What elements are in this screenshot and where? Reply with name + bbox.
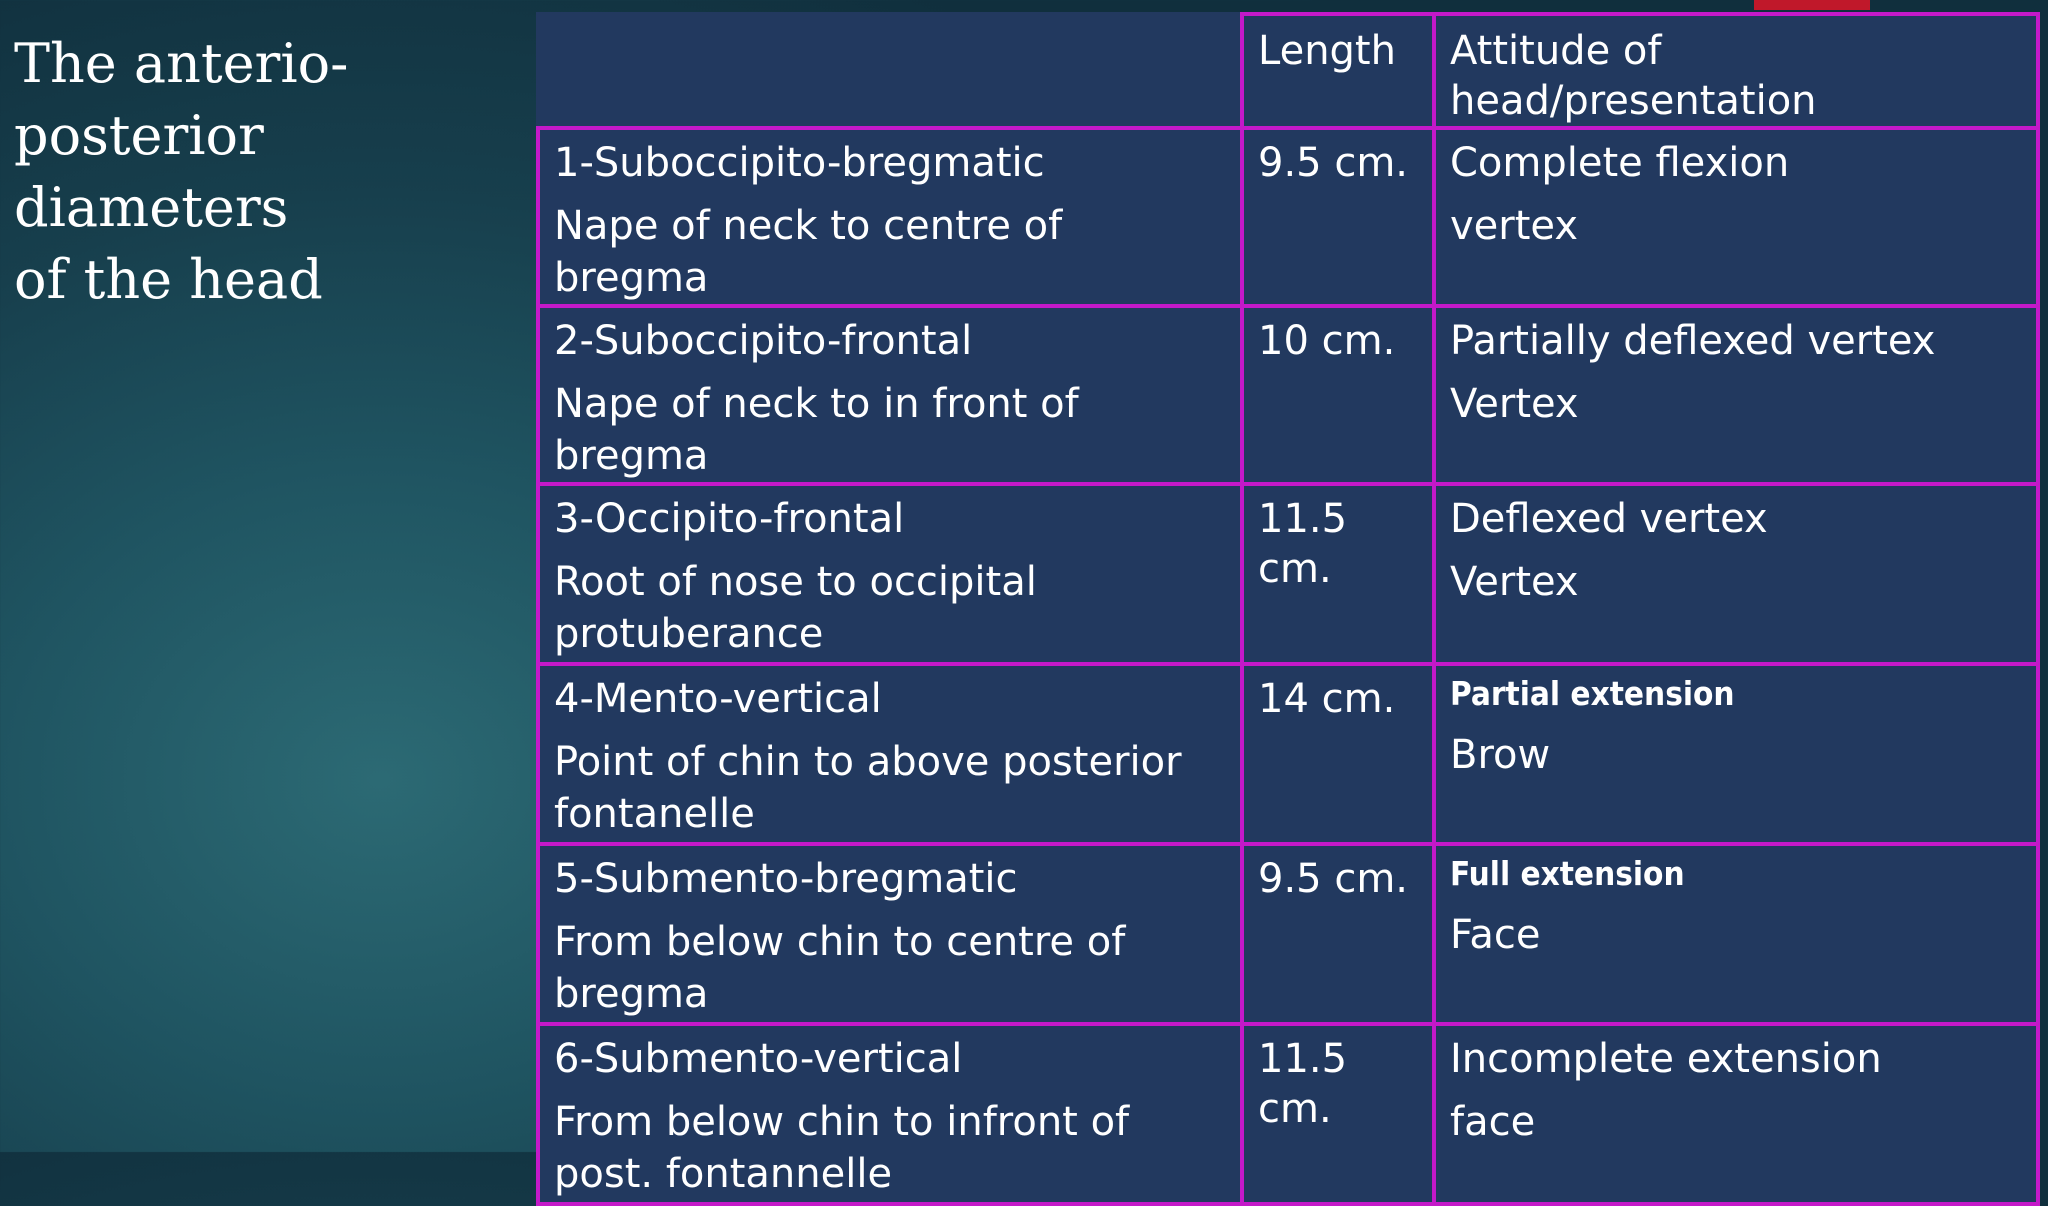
header-diameter	[538, 14, 1242, 128]
presentation-text: Vertex	[1450, 559, 1579, 605]
attitude-cell	[1434, 484, 2038, 664]
diameter-cell	[538, 664, 1242, 844]
diameters-table	[536, 12, 2040, 1206]
diameter-name: 5-Submento-bregmatic	[554, 856, 1018, 902]
diameter-description: Nape of neck to in front of bregma	[554, 381, 1079, 479]
diameter-name: 3-Occipito-frontal	[554, 496, 905, 542]
diameter-cell	[538, 306, 1242, 484]
table-row	[538, 128, 2038, 306]
diameter-name: 2-Suboccipito-frontal	[554, 318, 973, 364]
header-attitude: Attitude of head/presentation	[1434, 14, 2038, 128]
attitude-cell	[1434, 664, 2038, 844]
table-row	[538, 484, 2038, 664]
presentation-text: Face	[1450, 912, 1541, 958]
diameter-description: Point of chin to above posterior fontanelle	[554, 739, 1182, 837]
header-length: Length	[1242, 14, 1434, 128]
table-row	[538, 1024, 2038, 1204]
diameter-name: 1-Suboccipito-bregmatic	[554, 140, 1045, 186]
attitude-text: Complete flexion	[1450, 140, 1790, 186]
diameter-cell	[538, 128, 1242, 306]
accent-tab	[1754, 0, 1870, 10]
length-cell: 10 cm.	[1242, 306, 1434, 484]
presentation-text: vertex	[1450, 203, 1578, 249]
diameter-name: 4-Mento-vertical	[554, 676, 882, 722]
attitude-cell	[1434, 306, 2038, 484]
diameter-description: Nape of neck to centre of bregma	[554, 203, 1063, 301]
length-cell: 14 cm.	[1242, 664, 1434, 844]
presentation-text: Vertex	[1450, 381, 1579, 427]
length-cell: 11.5 cm.	[1242, 484, 1434, 664]
presentation-text: Brow	[1450, 732, 1551, 778]
attitude-text: Full extension	[1450, 854, 1685, 893]
table-row	[538, 306, 2038, 484]
slide-title: The anterio- posterior diameters of the head	[14, 32, 349, 311]
table-row	[538, 664, 2038, 844]
diameter-cell	[538, 1024, 1242, 1204]
diameter-description: Root of nose to occipital protuberance	[554, 559, 1037, 657]
diameter-description: From below chin to centre of bregma	[554, 919, 1126, 1017]
attitude-text: Deflexed vertex	[1450, 496, 1768, 542]
length-cell: 9.5 cm.	[1242, 128, 1434, 306]
length-cell: 11.5 cm.	[1242, 1024, 1434, 1204]
diameter-name: 6-Submento-vertical	[554, 1036, 963, 1082]
attitude-cell	[1434, 844, 2038, 1024]
attitude-cell	[1434, 1024, 2038, 1204]
table-row	[538, 844, 2038, 1024]
attitude-cell	[1434, 128, 2038, 306]
length-cell: 9.5 cm.	[1242, 844, 1434, 1024]
attitude-text: Partially deflexed vertex	[1450, 318, 1936, 364]
presentation-text: face	[1450, 1099, 1536, 1145]
attitude-text: Incomplete extension	[1450, 1036, 1882, 1082]
diameter-description: From below chin to infront of post. fontannelle	[554, 1099, 1130, 1197]
table-header-row	[538, 14, 2038, 128]
diameter-cell	[538, 844, 1242, 1024]
attitude-text: Partial extension	[1450, 674, 1735, 713]
diameter-cell	[538, 484, 1242, 664]
